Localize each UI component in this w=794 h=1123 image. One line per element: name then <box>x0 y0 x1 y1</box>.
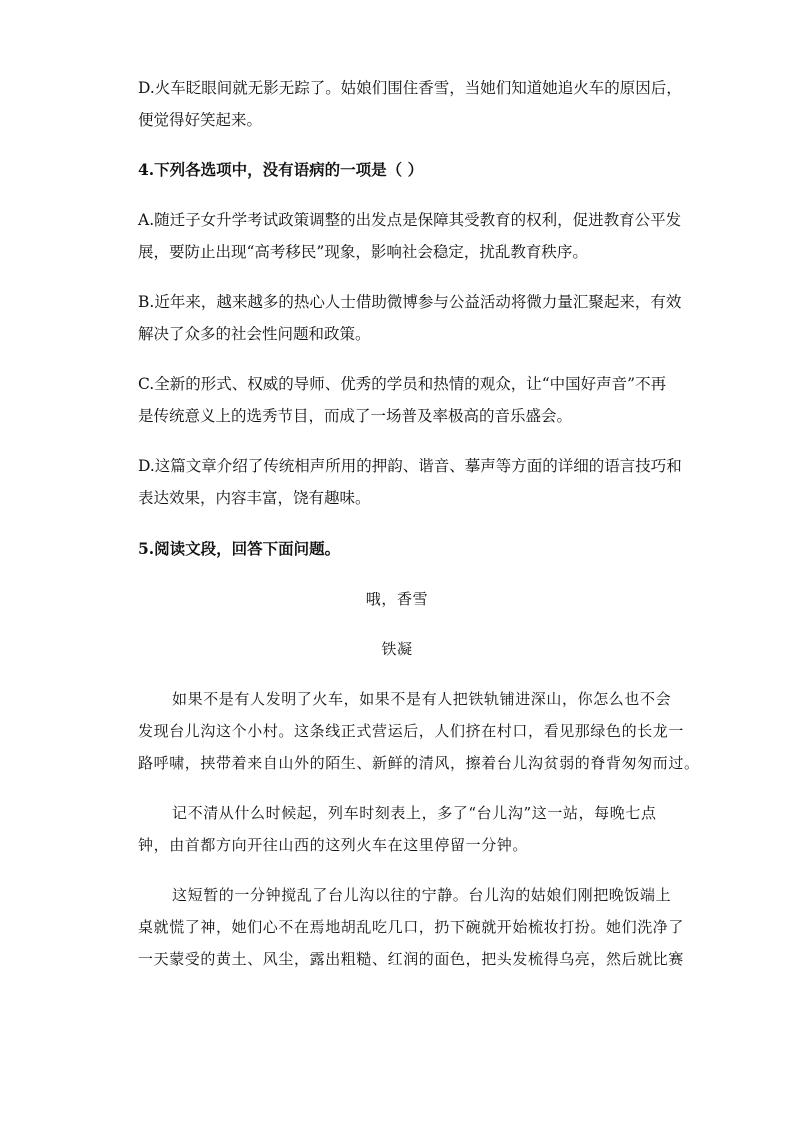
question-5-stem: 5.阅读文段，回答下面问题。 <box>138 539 341 558</box>
option-d-line-1: D.火车眨眼间就无影无踪了。姑娘们围住香雪，当她们知道她追火车的原因后， <box>138 79 682 97</box>
article-title: 哦，香雪 <box>365 590 429 608</box>
option-b-line-2: 解决了众多的社会性问题和政策。 <box>138 325 371 343</box>
article-author: 铁凝 <box>381 640 413 658</box>
option-a-line-2: 展，要防止出现“高考移民”现象，影响社会稳定，扰乱教育秩序。 <box>138 243 588 261</box>
option-b-line-1: B.近年来，越来越多的热心人士借助微博参与公益活动将微力量汇聚起来，有效 <box>138 293 682 311</box>
option-d-line-1: D.这篇文章介绍了传统相声所用的押韵、谐音、摹声等方面的详细的语言技巧和 <box>138 457 682 475</box>
question-4-stem: 4.下列各选项中，没有语病的一项是（ ） <box>138 160 424 179</box>
paragraph-3-line-1: 这短暂的一分钟搅乱了台儿沟以往的宁静。台儿沟的姑娘们刚把晚饭端上 <box>172 886 672 904</box>
paragraph-2-line-2: 钟，由首都方向开往山西的这列火车在这里停留一分钟。 <box>138 836 529 854</box>
option-c-line-2: 是传统意义上的选秀节目，而成了一场普及率极高的音乐盛会。 <box>138 407 573 425</box>
paragraph-1-line-3: 路呼啸，挟带着来自山外的陌生、新鲜的清风，擦着台儿沟贫弱的脊背匆匆而过。 <box>138 754 700 772</box>
option-d-line-2: 便觉得好笑起来。 <box>138 111 263 129</box>
paragraph-3-line-2: 桌就慌了神，她们心不在焉地胡乱吃几口，扔下碗就开始梳妆打扮。她们洗净了 <box>138 918 685 936</box>
paragraph-3-line-3: 一天蒙受的黄土、风尘，露出粗糙、红润的面色，把头发梳得乌亮，然后就比赛 <box>138 950 685 968</box>
option-d-line-2: 表达效果，内容丰富，饶有趣味。 <box>138 489 371 507</box>
paragraph-2-line-1: 记不清从什么时候起，列车时刻表上，多了“台儿沟”这一站，每晚七点 <box>172 804 657 822</box>
option-c-line-1: C.全新的形式、权威的导师、优秀的学员和热情的观众，让“中国好声音”不再 <box>138 375 667 393</box>
paragraph-1-line-2: 发现台儿沟这个小村。这条线正式营运后，人们挤在村口，看见那绿色的长龙一 <box>138 722 685 740</box>
paragraph-1-line-1: 如果不是有人发明了火车，如果不是有人把铁轨铺进深山，你怎么也不会 <box>172 690 672 708</box>
option-a-line-1: A.随迁子女升学考试政策调整的出发点是保障其受教育的权利，促进教育公平发 <box>138 211 682 229</box>
